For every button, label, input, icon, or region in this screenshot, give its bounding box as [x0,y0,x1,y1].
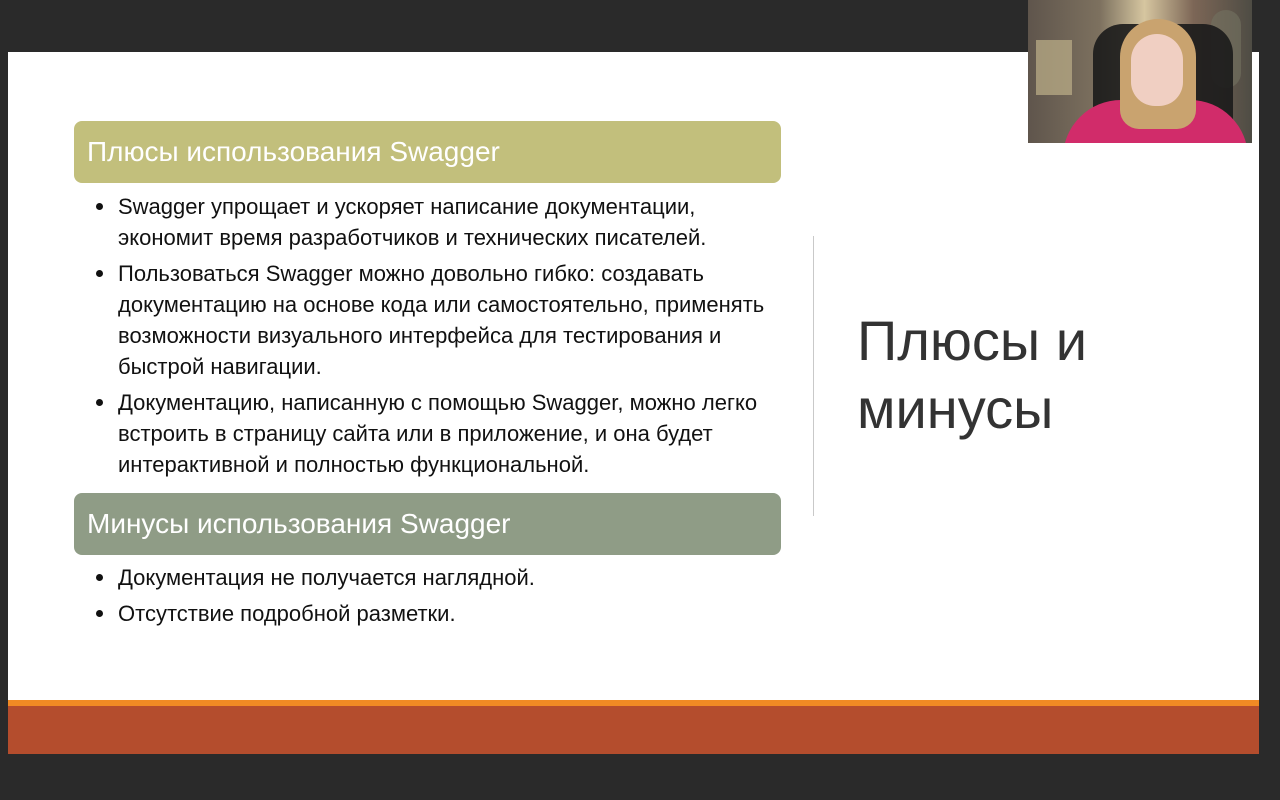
presentation-slide [8,52,1259,754]
pros-bullet-item: Swagger упрощает и ускоряет написание документации, экономит время разработчиков и технических писателей. [96,191,796,253]
vertical-divider [813,236,814,516]
pros-bullet-list [96,191,796,485]
room-shelf [1036,40,1072,95]
cons-bullet-list [96,562,796,634]
side-title-line: Плюсы и [857,309,1088,372]
footer-bar [8,706,1259,754]
pros-bullet-item: Пользоваться Swagger можно довольно гибко: создавать документацию на основе кода или самостоятельно, применять возможности визуального интерфейса для тестирования и быстрой навигации. [96,258,796,382]
slide-side-title [857,307,1167,443]
cons-bullet-item: Документация не получается наглядной. [96,562,796,593]
pros-section-header: Плюсы использования Swagger [74,121,781,183]
cons-section-header: Минусы использования Swagger [74,493,781,555]
webcam-preview[interactable] [1028,0,1252,143]
side-title-line: минусы [857,377,1054,440]
pros-bullet-item: Документацию, написанную с помощью Swagger, можно легко встроить в страницу сайта или в приложение, и она будет интерактивной и полностью функциональной. [96,387,796,480]
cons-bullet-item: Отсутствие подробной разметки. [96,598,796,629]
presenter-face [1131,34,1183,106]
